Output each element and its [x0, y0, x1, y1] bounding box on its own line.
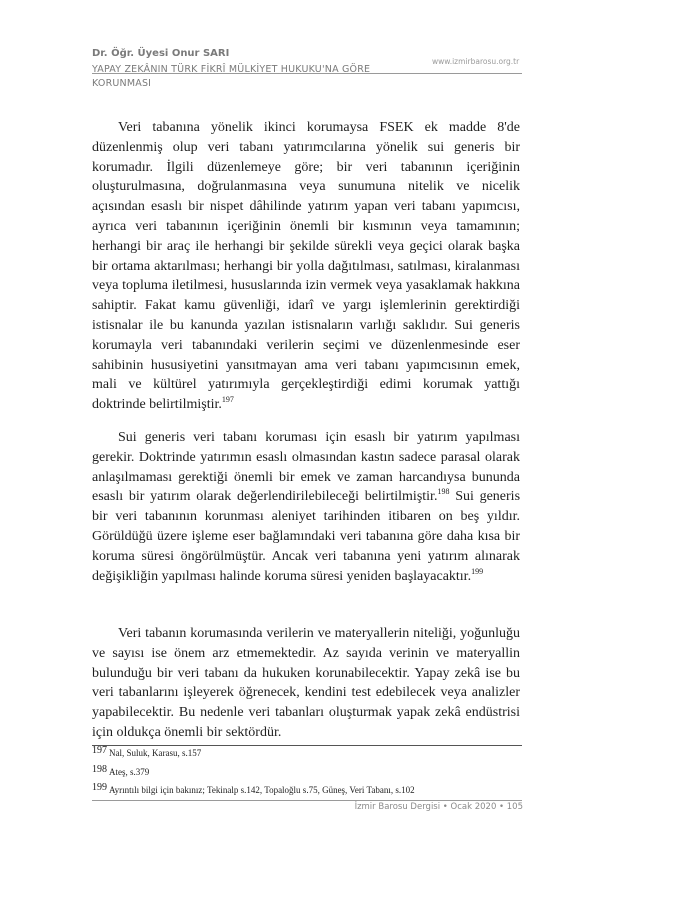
running-footer: İzmir Barosu Dergisi • Ocak 2020 • 105 — [354, 802, 523, 812]
running-header-url: www.izmirbarosu.org.tr — [432, 57, 520, 66]
body-paragraph-2 — [92, 428, 520, 586]
footnote-199 — [92, 782, 415, 795]
footnote-number: 198 — [92, 764, 107, 775]
paragraph-2-text-a: Sui generis veri tabanı koruması için esaslı bir yatırım yapılması gerekir. Doktrinde yatırımın esaslı olmasından kastın sadece parasal olarak anlaşılmaması gerektiği önemli bir emek ve zaman harcandıysa bununda esaslı bir yatırım olarak değerlendirilebileceği belirtilmiştir. — [92, 430, 520, 505]
body-paragraph-1 — [92, 118, 520, 415]
footnote-text: Ateş, s.379 — [109, 767, 150, 777]
footnote-rule — [92, 745, 522, 746]
footnote-text: Ayrıntılı bilgi için bakınız; Tekinalp s.142, Topaloğlu s.75, Güneş, Veri Tabanı, s.102 — [109, 785, 415, 795]
paragraph-1-text: Veri tabanına yönelik ikinci korumaysa FSEK ek madde 8'de düzenlenmiş olup veri tabanı yatırımcılarına yönelik sui generis bir korumadır. İlgili düzenlemeye göre; bir veri tabanının içeriğinin oluşturulmasına, doğrulanmasına veya sunumuna nitelik ve nicelik açısından esaslı bir nispet dâhilinde yatırım yapan veri tabanı yapımcısı, ayrıca veri tabanının içeriğinin önemli bir kısmının veya tamamının; herhangi bir araç ile herhangi bir şekilde sürekli veya geçici olarak başka bir ortama aktarılması; herhangi bir yolla dağıtılması, satılması, kiralanması veya topluma iletilmesi, hususlarında izin vermek veya yasaklamak hakkına sahiptir. Fakat kamu güvenliği, idarî ve yargı işlemlerinin gerektirdiği istisnalar ile bu kanunda yazılan istisnaların varlığı saklıdır. Sui generis korumayla veri tabanındaki verilerin seçimi ve düzenlenmesinde eser sahibinin hususiyetini yansıtmayan ama veri tabanı yapımcısının emek, mali ve kültürel yatırımıyla gerçekleştirdiği edimi korumak yattığı doktrinde belirtilmiştir. — [92, 120, 520, 413]
body-paragraph-3 — [92, 624, 520, 743]
running-header-title: YAPAY ZEKÂNIN TÜRK FİKRÎ MÜLKİYET HUKUKU'NA GÖRE KORUNMASI — [92, 64, 371, 89]
footnote-198 — [92, 764, 150, 777]
paragraph-2-text-b: Sui generis bir veri tabanının korunması aleniyet tarihinden itibaren on beş yıldır. Görüldüğü üzere işleme eser bağlamındaki veri tabanına göre daha kısa bir koruma süresi öngörülmüştür. Ancak veri tabanına yeni yatırım alınarak değişikliğin yapılması halinde koruma süresi yeniden başlayacaktır. — [92, 489, 521, 584]
footnote-number: 199 — [92, 782, 107, 793]
running-header-author: Dr. Öğr. Üyesi Onur SARI — [92, 48, 230, 59]
footnote-ref-197: 197 — [221, 395, 234, 405]
footnote-text: Nal, Suluk, Karasu, s.157 — [109, 748, 202, 758]
footnote-ref-198: 198 — [437, 487, 450, 497]
footnote-ref-199: 199 — [471, 566, 484, 576]
footnote-197 — [92, 745, 202, 758]
header-rule — [92, 73, 522, 74]
paragraph-3-text: Veri tabanın korumasında verilerin ve materyallerin niteliği, yoğunluğu ve sayısı ise önem arz etmemektedir. Az sayıda verinin ve materyallin bulunduğu bir veri tabanı da hukuken korunabilecektir. Yapay zekâ ise bu veri tabanlarını işleyerek öğrenecek, kendini test edebilecek veya analizler yapabilecektir. Bu nedenle veri tabanları oluşturmak yapak zekâ endüstrisi için oldukça önemli bir sektördür. — [92, 626, 520, 740]
footer-rule — [92, 800, 522, 801]
footnote-number: 197 — [92, 745, 107, 756]
